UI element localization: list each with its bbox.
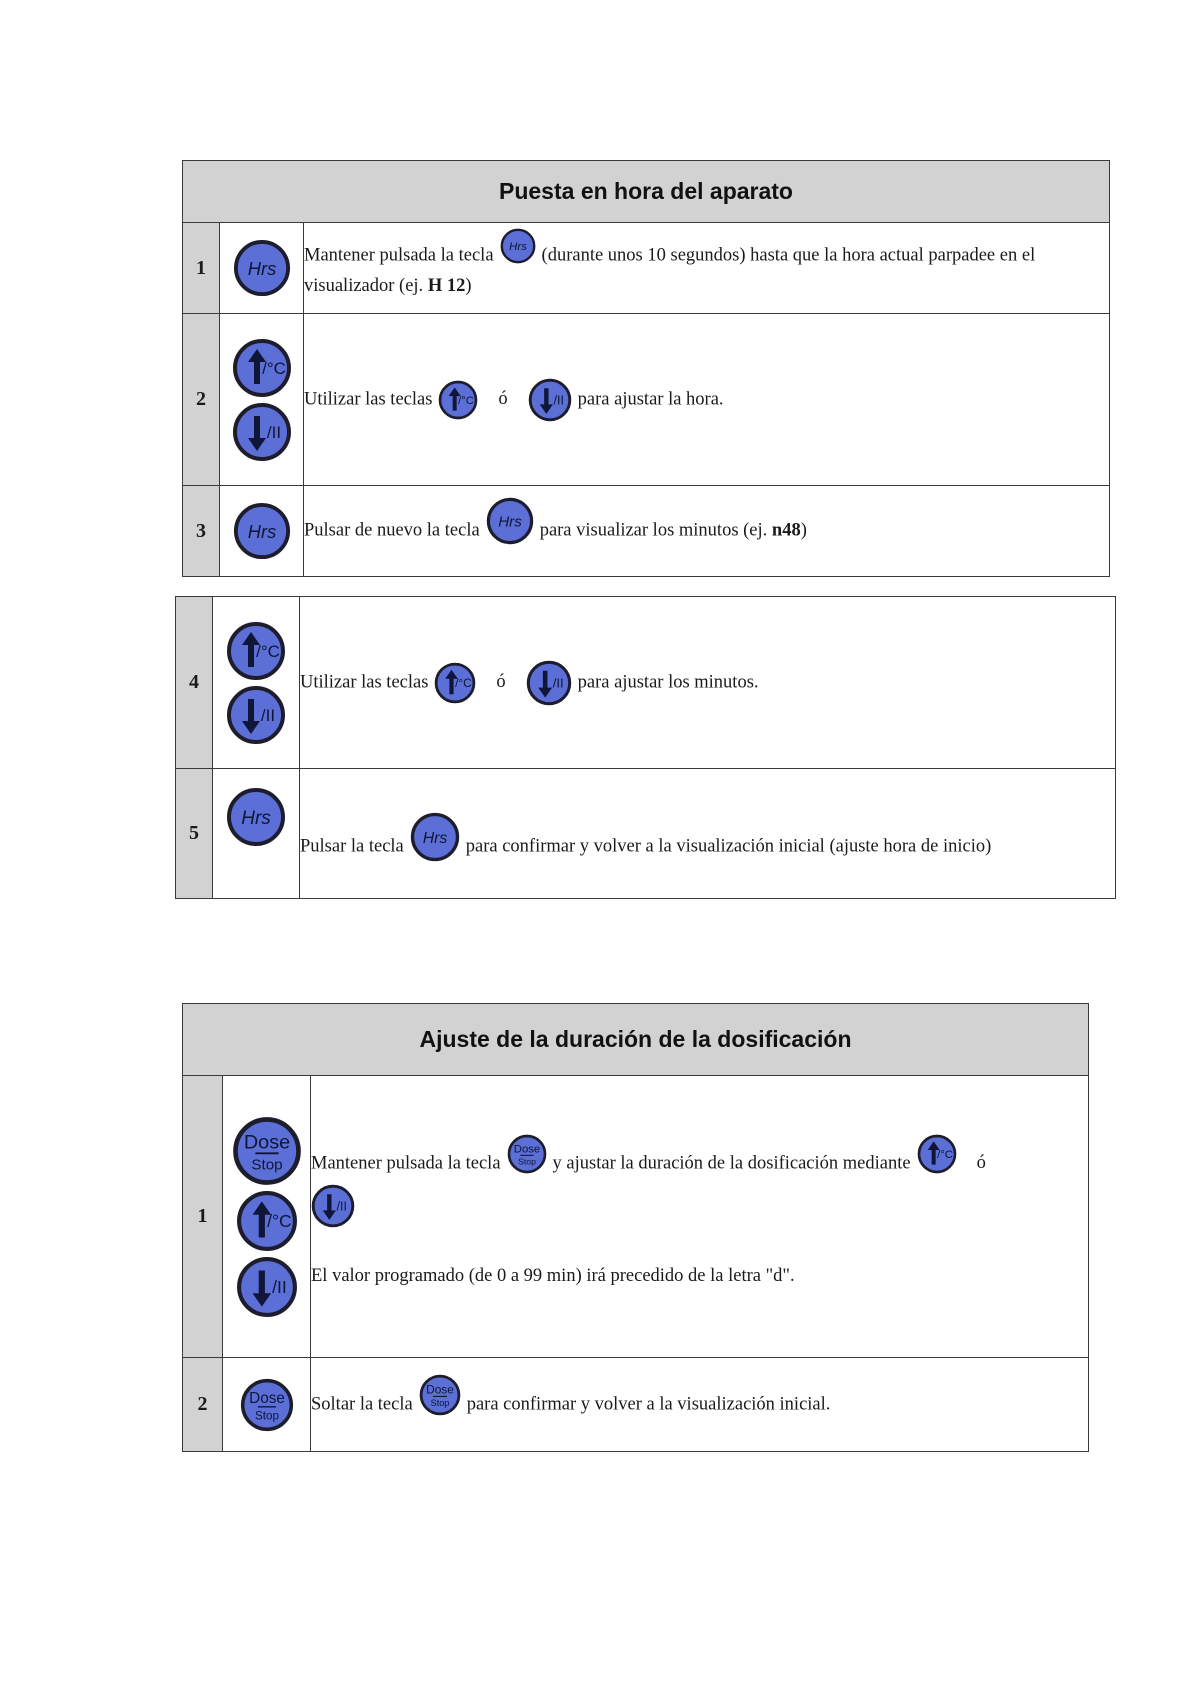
step-paragraph bbox=[311, 1144, 1088, 1228]
step-number: 4 bbox=[176, 597, 213, 769]
table-row bbox=[183, 486, 1110, 577]
dosing-duration-table bbox=[182, 1003, 1089, 1452]
key-cell bbox=[223, 1076, 311, 1358]
or-text: ó bbox=[976, 1153, 986, 1174]
down-key-icon bbox=[232, 402, 292, 462]
step-text-part: Mantener pulsada la tecla bbox=[304, 244, 494, 265]
dose-stop-key-icon bbox=[419, 1374, 461, 1416]
step-text-part: ) bbox=[465, 275, 472, 296]
step-text-part: Utilizar las teclas bbox=[300, 671, 429, 692]
hrs-key-icon bbox=[226, 787, 286, 847]
hrs-key-icon bbox=[410, 812, 460, 862]
key-cell bbox=[220, 486, 304, 577]
up-key-icon bbox=[226, 621, 286, 681]
step-text-part: Pulsar de nuevo la tecla bbox=[304, 520, 480, 541]
display-example: H 12 bbox=[427, 275, 466, 296]
step-text-part: para visualizar los minutos (ej. bbox=[539, 520, 768, 541]
down-key-icon bbox=[528, 378, 572, 422]
table-row bbox=[176, 597, 1116, 769]
key-cell bbox=[223, 1358, 311, 1452]
down-key-icon bbox=[226, 685, 286, 745]
step-text bbox=[311, 1076, 1089, 1358]
step-text bbox=[300, 597, 1116, 769]
step-text bbox=[311, 1358, 1089, 1452]
dose-stop-key-icon bbox=[507, 1134, 547, 1174]
step-text-part: para confirmar y volver a la visualización inicial. bbox=[466, 1393, 831, 1414]
hrs-key-icon bbox=[233, 502, 291, 560]
table-title: Ajuste de la duración de la dosificación bbox=[183, 1004, 1089, 1076]
step-text bbox=[300, 769, 1116, 899]
step-number: 2 bbox=[183, 314, 220, 486]
hrs-key-icon bbox=[500, 228, 536, 264]
table-row bbox=[183, 223, 1110, 314]
step-number: 1 bbox=[183, 223, 220, 314]
hrs-key-icon bbox=[233, 239, 291, 297]
table-row bbox=[183, 1358, 1089, 1452]
table-row bbox=[183, 1076, 1089, 1358]
display-example: n48 bbox=[771, 520, 801, 541]
step-text-part: Utilizar las teclas bbox=[304, 388, 433, 409]
up-key-icon bbox=[232, 338, 292, 398]
step-text bbox=[304, 486, 1110, 577]
clock-setting-table-continued bbox=[175, 596, 1116, 899]
step-text-part: y ajustar la duración de la dosificación mediante bbox=[552, 1153, 911, 1174]
step-text-part: para confirmar y volver a la visualización inicial (ajuste hora de inicio) bbox=[465, 835, 992, 856]
key-cell bbox=[213, 769, 300, 899]
table-row bbox=[183, 314, 1110, 486]
down-key-icon bbox=[311, 1184, 355, 1228]
table-row bbox=[176, 769, 1116, 899]
key-cell bbox=[220, 314, 304, 486]
clock-setting-table bbox=[182, 160, 1110, 577]
step-text-part: para ajustar los minutos. bbox=[577, 671, 759, 692]
up-key-icon bbox=[434, 662, 476, 704]
up-key-icon bbox=[236, 1190, 298, 1252]
dose-stop-key-icon bbox=[240, 1378, 294, 1432]
step-text-part: para ajustar la hora. bbox=[577, 388, 724, 409]
step-text-part: Soltar la tecla bbox=[311, 1393, 413, 1414]
or-text: ó bbox=[498, 388, 508, 409]
or-text: ó bbox=[496, 671, 506, 692]
step-number: 3 bbox=[183, 486, 220, 577]
step-paragraph: El valor programado (de 0 a 99 min) irá precedido de la letra "d". bbox=[311, 1266, 795, 1286]
step-text bbox=[304, 223, 1110, 314]
step-text-part: Pulsar la tecla bbox=[300, 835, 404, 856]
step-text-part: Mantener pulsada la tecla bbox=[311, 1153, 501, 1174]
step-text-part: ) bbox=[800, 520, 807, 541]
step-number: 2 bbox=[183, 1358, 223, 1452]
step-text-part: (durante unos 10 segundos) hasta que la hora actual parpadee en el visualizador (ej. bbox=[304, 244, 1036, 296]
key-cell bbox=[220, 223, 304, 314]
table-title: Puesta en hora del aparato bbox=[183, 161, 1110, 223]
up-key-icon bbox=[438, 380, 478, 420]
key-cell bbox=[213, 597, 300, 769]
up-key-icon bbox=[917, 1134, 957, 1174]
hrs-key-icon bbox=[486, 497, 534, 545]
step-text bbox=[304, 314, 1110, 486]
down-key-icon bbox=[526, 660, 572, 706]
step-number: 1 bbox=[183, 1076, 223, 1358]
step-number: 5 bbox=[176, 769, 213, 899]
dose-stop-key-icon bbox=[232, 1116, 302, 1186]
down-key-icon bbox=[236, 1256, 298, 1318]
